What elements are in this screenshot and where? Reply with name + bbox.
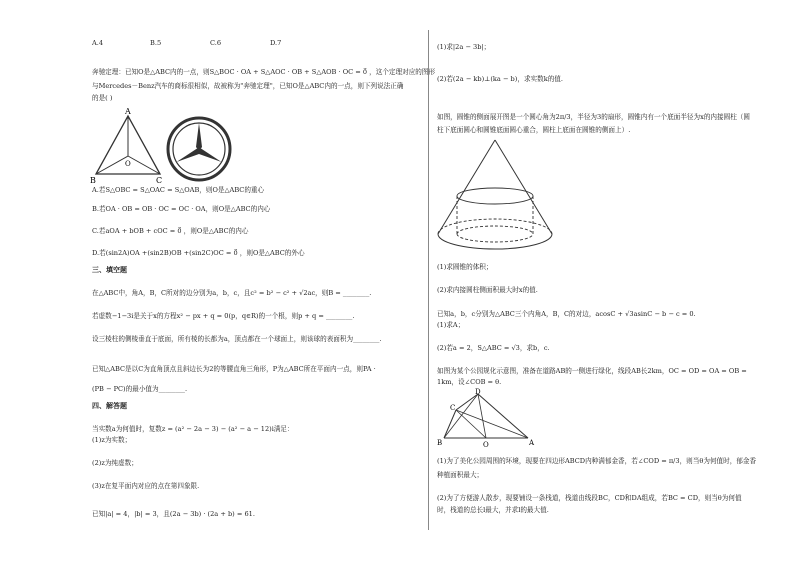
fill-question-1: 在△ABC中，角A，B，C所对的边分别为a，b，c，且c² = b² − c² + √2ac，则B = ________. bbox=[92, 289, 372, 297]
fill-question-4-line1: 已知△ABC是以C为直角顶点且斜边长为2的等腰直角三角形，P为△ABC所在平面内一点，则PA · bbox=[92, 365, 376, 373]
cone-question-part1: (1)求圆锥的体积； bbox=[437, 263, 493, 271]
triangle-question: 已知a，b，c分别为△ABC三个内角A，B，C的对边，acosC + √3asinC − b − c = 0. bbox=[437, 310, 696, 318]
park-question-part2-line2: 时，栈道的总长l最大，并求l的最大值. bbox=[437, 506, 549, 514]
answer-question-1-part3: (3)z在复平面内对应的点在第四象限. bbox=[92, 482, 200, 490]
vector-question-part1: (1)求|2a − 3b|； bbox=[437, 43, 491, 51]
fill-question-4-line2: (PB − PC)的最小值为________. bbox=[92, 385, 188, 393]
benchi-question-line2: 与Mercedes－Benz汽车的商标很相似，故被称为"奔驰定理"，已知O是△ABC内的一点，则下列说法正确 bbox=[92, 82, 404, 90]
semicircle-figure bbox=[436, 388, 536, 448]
fig2-label-a: A bbox=[529, 439, 535, 447]
triangle-question-part1: (1)求A； bbox=[437, 321, 465, 329]
option-d: D.7 bbox=[270, 39, 282, 47]
vector-question-part2: (2)若(2a − kb)⊥(ka − b)，求实数k的值. bbox=[437, 75, 564, 83]
section-answer-heading: 四、解答题 bbox=[92, 402, 127, 410]
fill-question-3: 设三棱柱的侧棱垂直于底面，所有棱的长都为a，顶点都在一个球面上，则该球的表面积为________. bbox=[92, 335, 382, 343]
answer-question-2: 已知|a| = 4，|b| = 3，且(2a − 3b) · (2a + b) = 61. bbox=[92, 510, 255, 518]
park-question-part1-line2: 种植面积最大； bbox=[437, 471, 484, 479]
option-c: C.6 bbox=[210, 39, 222, 47]
fig2-label-b: B bbox=[437, 439, 443, 447]
cone-question-part2: (2)求内接圆柱侧面积最大时x的值. bbox=[437, 286, 538, 294]
benchi-option-a: A.若S△OBC = S△OAC = S△OAB，则O是△ABC的重心 bbox=[92, 186, 265, 194]
answer-question-1: 当实数a为何值时，复数z = (a² − 2a − 3) − (a² − a − 12)i满足： bbox=[92, 425, 294, 433]
cone-question-line1: 如图，圆锥的侧面展开图是一个圆心角为2π/3，半径为3的扇形，圆锥内有一个底面半径为x的内接圆柱（圆 bbox=[437, 113, 750, 121]
park-question-part1-line1: (1)为了美化公园周围的环境，现要在四边形ABCD内种满郁金香，若∠COD = π/3，则当θ为何值时，郁金香 bbox=[437, 457, 757, 465]
park-question-line1: 如图为某个公园规化示意图，准备在道路AB的一侧进行绿化，线段AB长2km，OC = OD = OA = OB = bbox=[437, 367, 747, 375]
cone-question-line2: 柱下底面圆心和圆锥底面圆心重合，圆柱上底面在圆锥的侧面上）. bbox=[437, 126, 631, 134]
label-a: A bbox=[125, 107, 131, 116]
cone-cylinder-figure bbox=[432, 138, 562, 256]
triangle-question-part2: (2)若a = 2，S△ABC = √3，求b，c. bbox=[437, 344, 550, 352]
benchi-question-line1: 奔驰定理：已知O是△ABC内的一点，则S△BOC · OA + S△AOC · OB + S△AOB · OC = 0⃗ ，这个定理对应的图形 bbox=[92, 68, 436, 76]
fig2-label-o: O bbox=[483, 441, 489, 448]
column-divider bbox=[428, 30, 429, 530]
option-b: B.5 bbox=[150, 39, 162, 47]
star-emblem-icon bbox=[164, 114, 234, 184]
benchi-option-c: C.若aOA + bOB + cOC = 0⃗ ，则O是△ABC的内心 bbox=[92, 227, 249, 235]
right-column bbox=[432, 0, 794, 561]
answer-question-1-part1: (1)z为实数； bbox=[92, 436, 132, 444]
fill-question-2: 若虚数−1−3i是关于x的方程x² − px + q = 0(p，q∈R)的一个根，则p + q = ________. bbox=[92, 312, 355, 320]
label-c: C bbox=[156, 176, 163, 185]
benchi-question-line3: 的是( ) bbox=[92, 94, 113, 102]
benchi-option-b: B.若OA · OB = OB · OC = OC · OA，则O是△ABC的内心 bbox=[92, 205, 271, 213]
fig2-label-d: D bbox=[475, 388, 481, 396]
triangle-figure bbox=[88, 106, 168, 186]
fig2-label-c: C bbox=[450, 404, 456, 412]
answer-question-1-part2: (2)z为纯虚数； bbox=[92, 459, 138, 467]
park-question-part2-line1: (2)为了方便游人散步，现要铺设一条栈道，栈道由线段BC，CD和DA组成，若BC = CD，则当θ为何值 bbox=[437, 494, 742, 502]
benchi-option-d: D.若(sin2A)OA +(sin2B)OB +(sin2C)OC = 0⃗ ，则O是△ABC的外心 bbox=[92, 249, 305, 257]
section-fill-heading: 三、填空题 bbox=[92, 266, 127, 274]
park-question-line2: 1km，设∠COB = θ. bbox=[437, 378, 502, 386]
option-a: A.4 bbox=[92, 39, 104, 47]
label-o: O bbox=[125, 160, 131, 168]
label-b: B bbox=[90, 176, 96, 185]
